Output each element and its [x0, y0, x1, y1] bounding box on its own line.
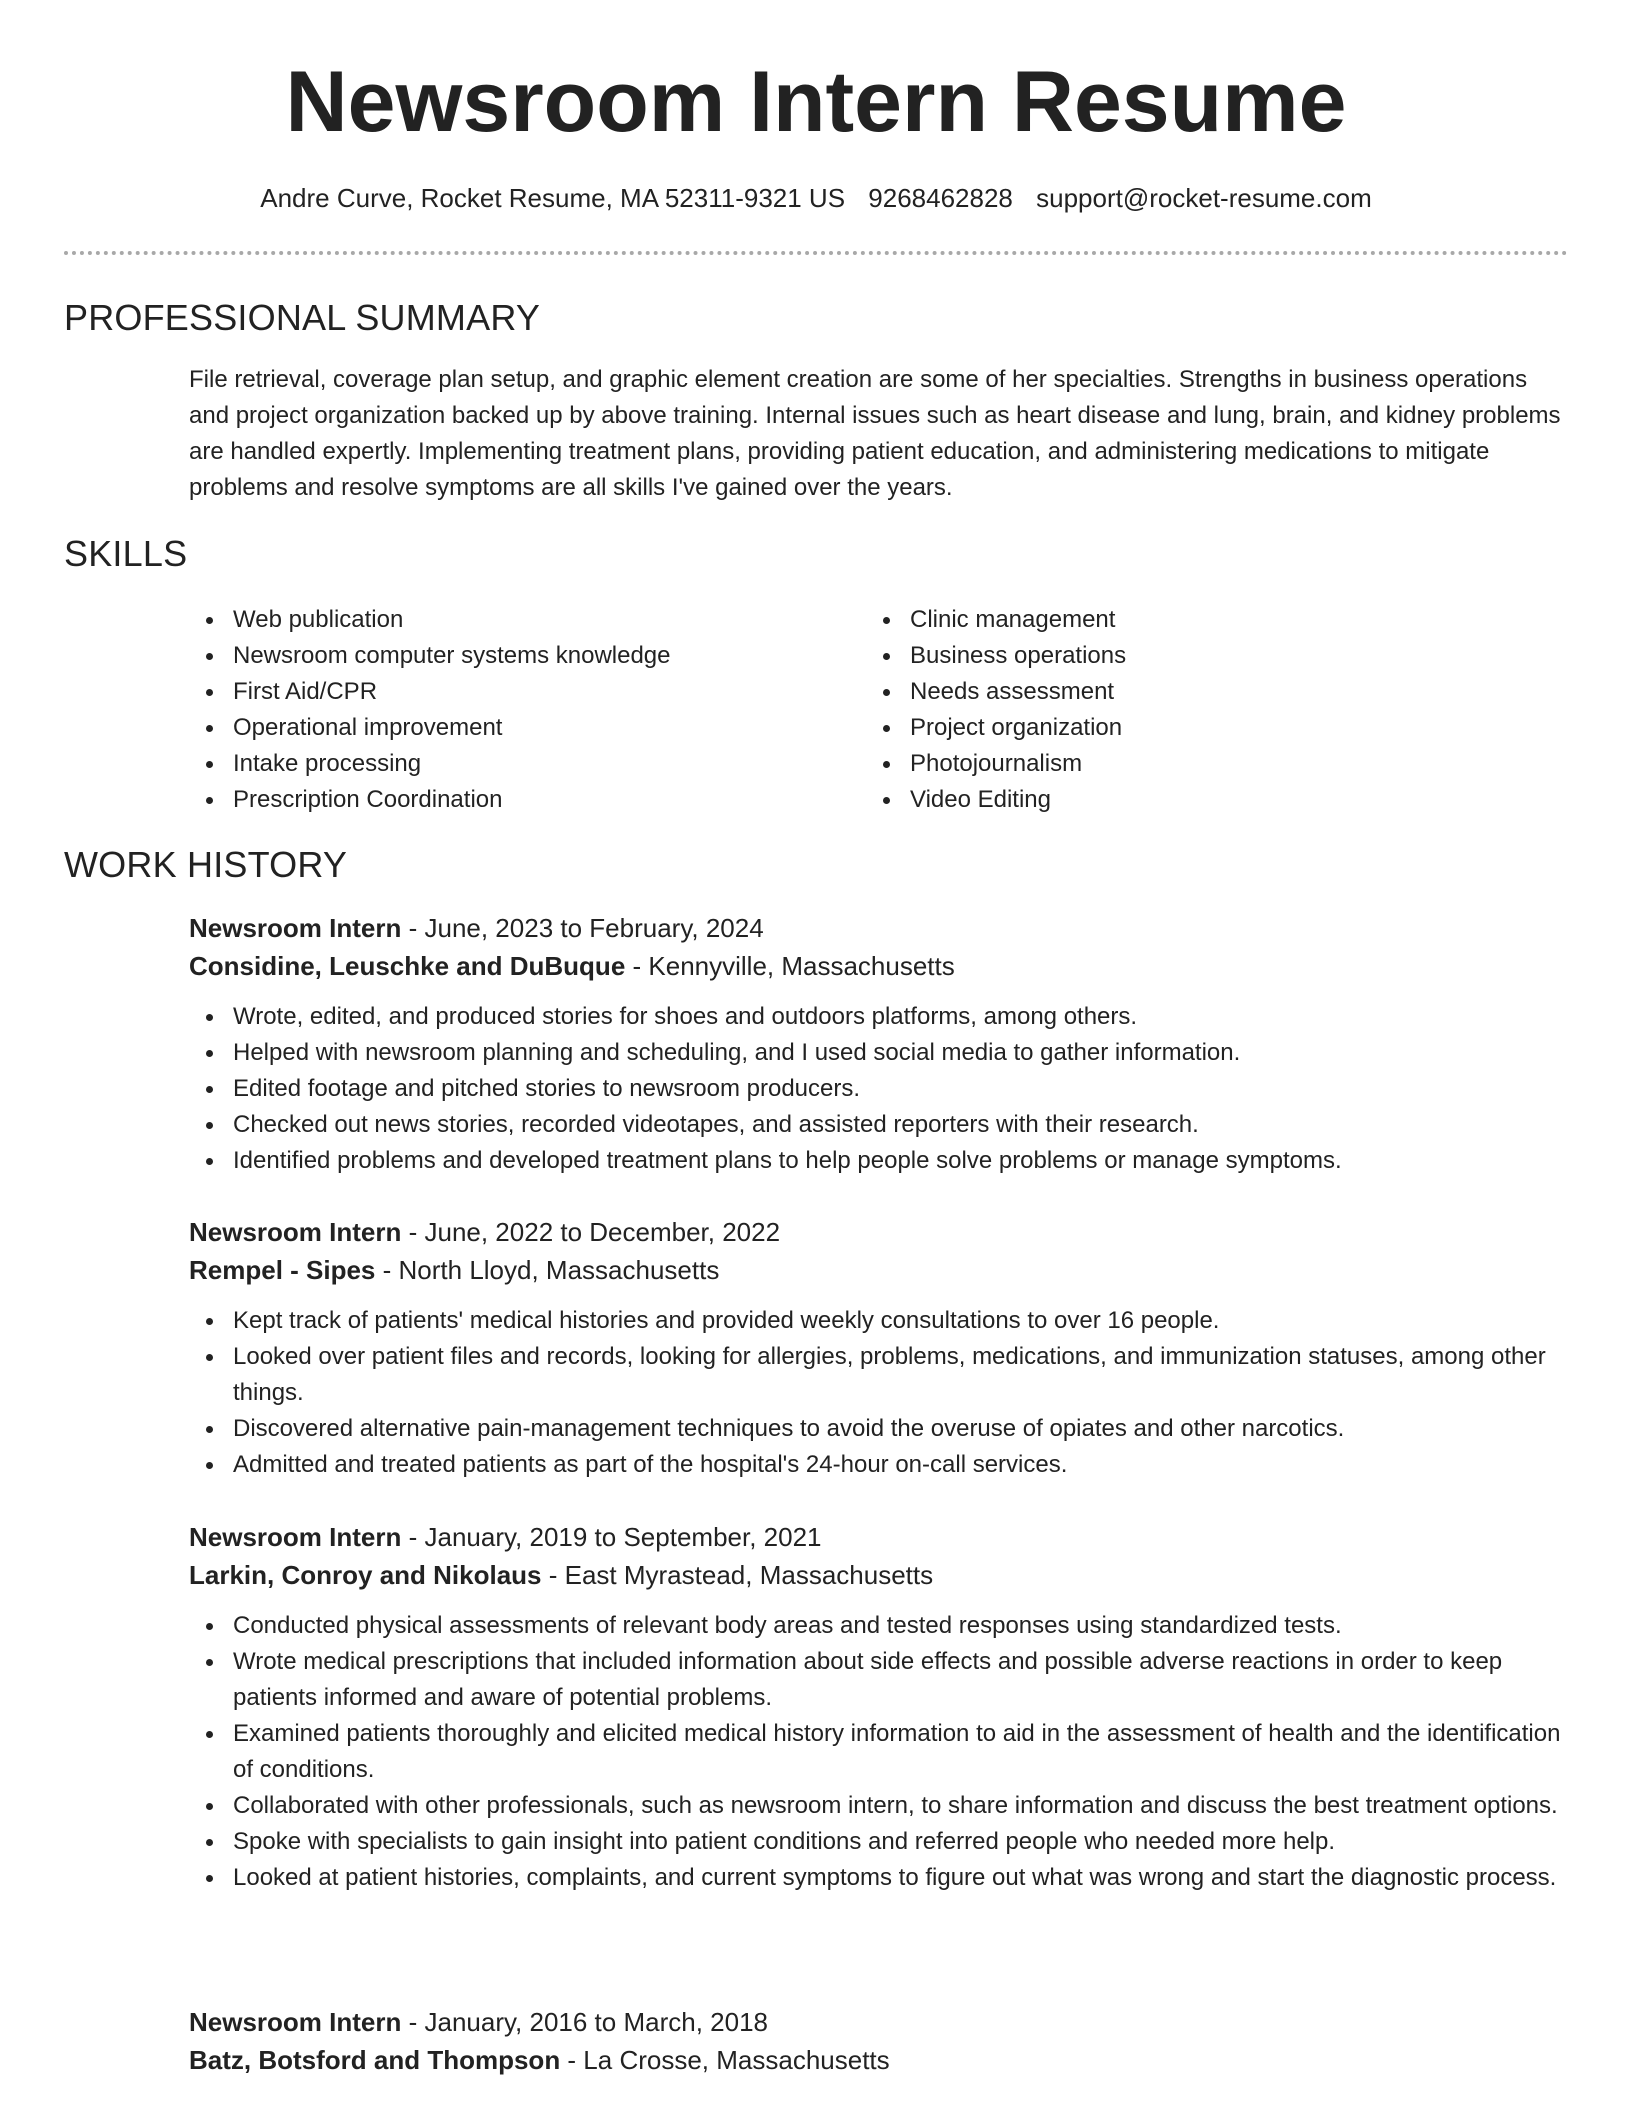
- job-company-line: [189, 1556, 1569, 1594]
- job-duty: Discovered alternative pain-management techniques to avoid the overuse of opiates and other narcotics.: [189, 1411, 1569, 1447]
- job-dates: - June, 2022 to December, 2022: [401, 1217, 781, 1247]
- job-company: Larkin, Conroy and Nikolaus: [189, 1560, 542, 1590]
- job-location: - La Crosse, Massachusetts: [560, 2045, 890, 2075]
- job-title-line: [189, 1213, 1569, 1251]
- skills-column-left: [189, 602, 849, 818]
- job-duty: Edited footage and pitched stories to newsroom producers.: [189, 1071, 1569, 1107]
- job-duty: Examined patients thoroughly and elicited medical history information to aid in the assessment of health and the identification of conditions.: [189, 1716, 1569, 1788]
- job-dates: - January, 2019 to September, 2021: [401, 1522, 822, 1552]
- job-company: Rempel - Sipes: [189, 1255, 376, 1285]
- skill-item: Web publication: [189, 602, 849, 638]
- skill-item: Needs assessment: [866, 674, 1526, 710]
- contact-email: support@rocket-resume.com: [1036, 183, 1372, 213]
- job-duty: Looked over patient files and records, looking for allergies, problems, medications, and immunization statuses, among other things.: [189, 1339, 1569, 1411]
- job-title: Newsroom Intern: [189, 2007, 402, 2037]
- job-dates: - January, 2016 to March, 2018: [401, 2007, 768, 2037]
- job-duty: Looked at patient histories, complaints, and current symptoms to figure out what was wrong and start the diagnostic process.: [189, 1860, 1569, 1896]
- skills-list-right: [866, 602, 1526, 818]
- skill-item: Prescription Coordination: [189, 782, 849, 818]
- job-dates: - June, 2023 to February, 2024: [401, 913, 764, 943]
- job-duty: Wrote, edited, and produced stories for shoes and outdoors platforms, among others.: [189, 999, 1569, 1035]
- job-title-line: [189, 1518, 1569, 1556]
- job-duty: Kept track of patients' medical histories and provided weekly consultations to over 16 people.: [189, 1303, 1569, 1339]
- skill-item: First Aid/CPR: [189, 674, 849, 710]
- skill-item: Clinic management: [866, 602, 1526, 638]
- skill-item: Photojournalism: [866, 746, 1526, 782]
- skills-heading: SKILLS: [64, 533, 188, 574]
- job-location: - East Myrastead, Massachusetts: [541, 1560, 934, 1590]
- job-company-line: [189, 1251, 1569, 1289]
- job-location: - Kennyville, Massachusetts: [625, 951, 955, 981]
- job-company-line: [189, 947, 1569, 985]
- skill-item: Business operations: [866, 638, 1526, 674]
- skills-column-right: [866, 602, 1526, 818]
- job-company-line: [189, 2041, 1569, 2079]
- skill-item: Intake processing: [189, 746, 849, 782]
- job-entry: [189, 1213, 1569, 1483]
- job-company: Batz, Botsford and Thompson: [189, 2045, 561, 2075]
- contact-line: [0, 180, 1632, 216]
- job-duty: Spoke with specialists to gain insight into patient conditions and referred people who needed more help.: [189, 1824, 1569, 1860]
- job-entry: [189, 1518, 1569, 1896]
- job-company: Considine, Leuschke and DuBuque: [189, 951, 626, 981]
- job-duty: Checked out news stories, recorded videotapes, and assisted reporters with their research.: [189, 1107, 1569, 1143]
- summary-text: File retrieval, coverage plan setup, and graphic element creation are some of her specialties. Strengths in business operations and project organization backed up by above training. Internal issues such as heart disease and lung, brain, and kidney problems are handled expertly. Implementing treatment plans, providing patient education, and administering medications to mitigate problems and resolve symptoms are all skills I've gained over the years.: [189, 366, 1561, 501]
- summary-heading: PROFESSIONAL SUMMARY: [64, 297, 541, 338]
- skill-item: Project organization: [866, 710, 1526, 746]
- job-title-line: [189, 2003, 1569, 2041]
- job-location: - North Lloyd, Massachusetts: [375, 1255, 720, 1285]
- skill-item: Operational improvement: [189, 710, 849, 746]
- skills-list-left: [189, 602, 849, 818]
- job-duty: Conducted physical assessments of relevant body areas and tested responses using standardized tests.: [189, 1608, 1569, 1644]
- job-duties-list: [189, 1303, 1569, 1483]
- job-title: Newsroom Intern: [189, 1217, 402, 1247]
- job-duty: Identified problems and developed treatment plans to help people solve problems or manage symptoms.: [189, 1143, 1569, 1179]
- job-duty: Wrote medical prescriptions that included information about side effects and possible adverse reactions in order to keep patients informed and aware of potential problems.: [189, 1644, 1569, 1716]
- job-title-line: [189, 909, 1569, 947]
- job-duty: Helped with newsroom planning and scheduling, and I used social media to gather information.: [189, 1035, 1569, 1071]
- job-title: Newsroom Intern: [189, 1522, 402, 1552]
- contact-phone: 9268462828: [868, 183, 1013, 213]
- skill-item: Video Editing: [866, 782, 1526, 818]
- work-history-heading: WORK HISTORY: [64, 844, 348, 885]
- contact-address: Andre Curve, Rocket Resume, MA 52311-9321 US: [260, 183, 846, 213]
- job-duty: Admitted and treated patients as part of the hospital's 24-hour on-call services.: [189, 1447, 1569, 1483]
- page-title: Newsroom Intern Resume: [285, 54, 1347, 150]
- job-title: Newsroom Intern: [189, 913, 402, 943]
- job-duties-list: [189, 1608, 1569, 1896]
- job-duties-list: [189, 999, 1569, 1179]
- job-entry: [189, 2003, 1569, 2079]
- skill-item: Newsroom computer systems knowledge: [189, 638, 849, 674]
- header-divider: [64, 251, 1568, 255]
- job-duty: Collaborated with other professionals, such as newsroom intern, to share information and discuss the best treatment options.: [189, 1788, 1569, 1824]
- job-entry: [189, 909, 1569, 1179]
